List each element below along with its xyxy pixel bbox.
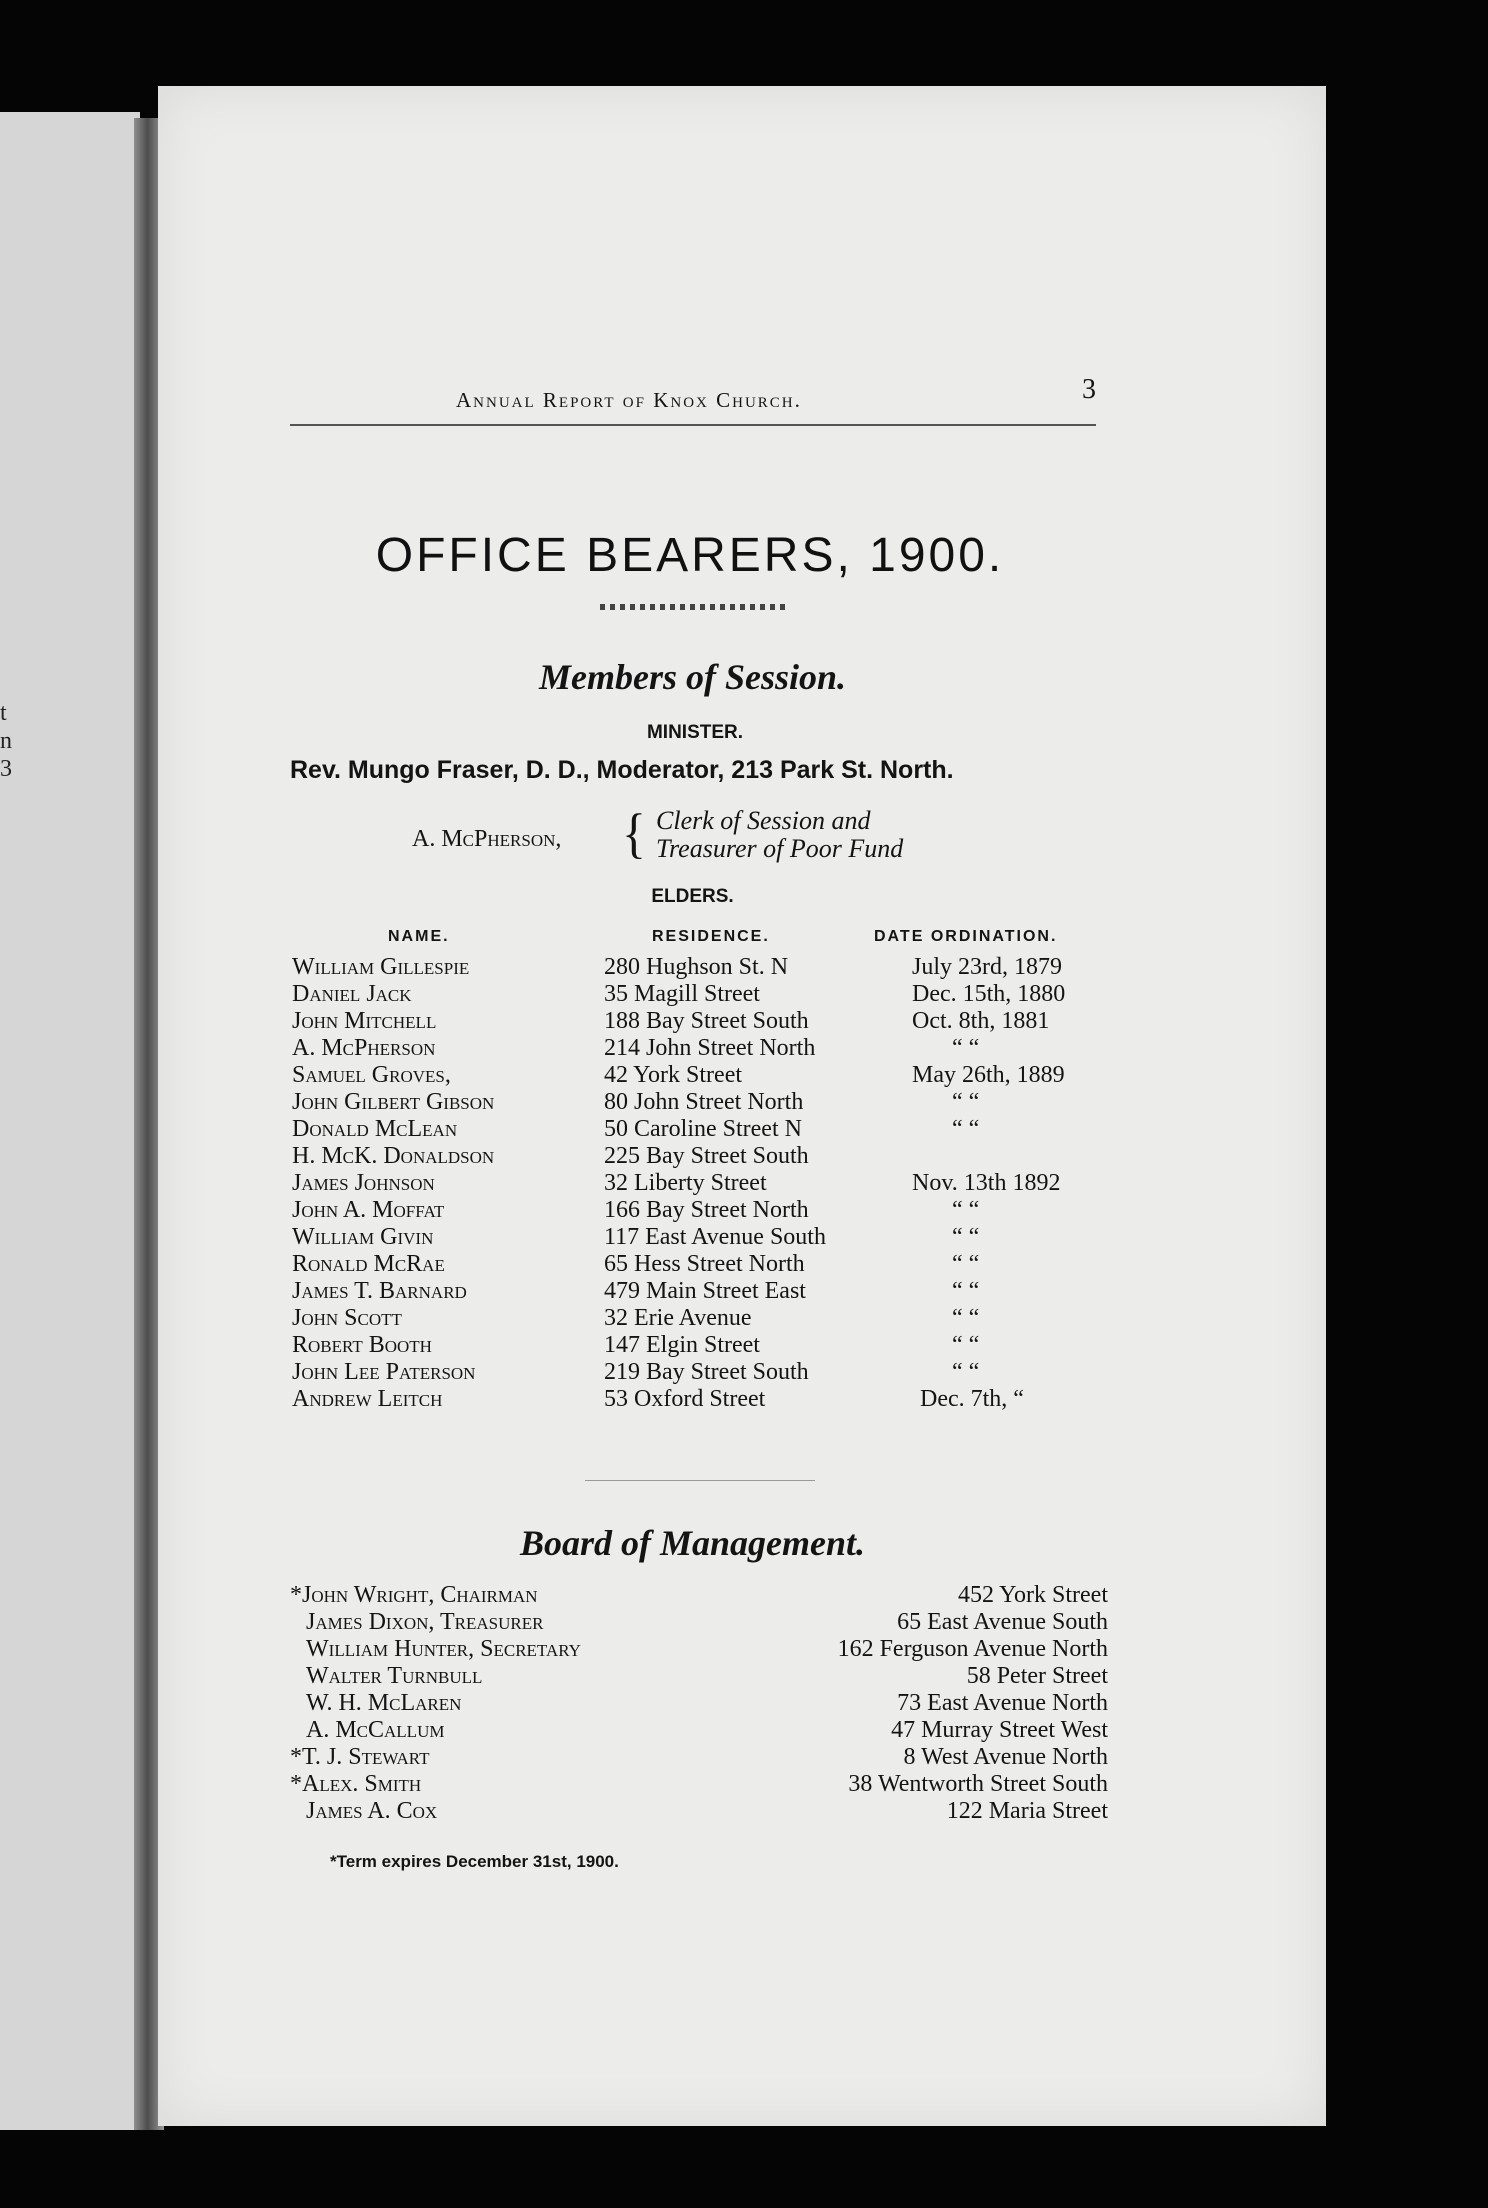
elder-ordination-date: “ “: [952, 1278, 980, 1304]
elder-name: Robert Booth: [292, 1332, 432, 1358]
elder-ordination-date: “ “: [952, 1197, 980, 1223]
elder-residence: 80 John Street North: [604, 1089, 804, 1115]
board-heading: Board of Management.: [519, 1523, 866, 1563]
board-member-address: 122 Maria Street: [946, 1798, 1108, 1824]
board-member-name: James A. Cox: [306, 1798, 438, 1824]
board-member-name: W. H. McLaren: [306, 1690, 462, 1716]
elder-ordination-date: “ “: [952, 1305, 980, 1331]
elder-ordination-date: “ “: [952, 1089, 980, 1115]
elder-ordination-date: “ “: [952, 1116, 980, 1142]
board-member-name: James Dixon, Treasurer: [306, 1609, 544, 1635]
elder-name: Donald McLean: [292, 1116, 458, 1142]
elder-residence: 117 East Avenue South: [604, 1224, 826, 1250]
column-header-date: DATE ORDINATION.: [874, 928, 1058, 945]
elder-residence: 280 Hughson St. N: [604, 954, 789, 980]
minister-label: MINISTER.: [646, 722, 744, 743]
left-page-fragment: n: [0, 728, 12, 754]
column-header-residence: RESIDENCE.: [652, 928, 770, 945]
running-head: Annual Report of Knox Church.: [456, 388, 802, 412]
elder-residence: 188 Bay Street South: [604, 1008, 809, 1034]
elder-ordination-date: “ “: [952, 1359, 980, 1385]
elder-residence: 147 Elgin Street: [604, 1332, 760, 1358]
elder-residence: 65 Hess Street North: [604, 1251, 805, 1277]
elder-residence: 32 Erie Avenue: [604, 1305, 752, 1331]
clerk-role-line-2: Treasurer of Poor Fund: [656, 834, 904, 863]
elder-ordination-date: “ “: [952, 1035, 980, 1061]
elder-ordination-date: July 23rd, 1879: [912, 954, 1062, 980]
board-member-name: A. McCallum: [306, 1717, 445, 1743]
board-member-name: William Hunter, Secretary: [306, 1636, 581, 1662]
elder-ordination-date: Nov. 13th 1892: [912, 1170, 1061, 1196]
board-member-name: *T. J. Stewart: [290, 1744, 430, 1770]
section-divider: [585, 1480, 815, 1481]
elder-name: H. McK. Donaldson: [292, 1143, 495, 1169]
session-heading: Members of Session.: [538, 657, 847, 697]
elder-name: Samuel Groves,: [292, 1062, 451, 1088]
elder-name: John Gilbert Gibson: [292, 1089, 495, 1115]
elder-name: William Givin: [292, 1224, 434, 1250]
elder-name: John A. Moffat: [292, 1197, 445, 1223]
left-page-fragment: 3: [0, 756, 12, 782]
board-member-address: 452 York Street: [957, 1582, 1108, 1608]
board-member-address: 8 West Avenue North: [903, 1744, 1108, 1770]
column-header-name: NAME.: [388, 928, 450, 945]
elder-residence: 32 Liberty Street: [604, 1170, 767, 1196]
elder-name: John Mitchell: [292, 1008, 437, 1034]
elder-residence: 214 John Street North: [604, 1035, 816, 1061]
elder-ordination-date: Dec. 15th, 1880: [912, 981, 1066, 1007]
elder-name: A. McPherson: [292, 1035, 436, 1061]
elder-residence: 53 Oxford Street: [604, 1386, 766, 1412]
board-member-address: 38 Wentworth Street South: [848, 1771, 1108, 1797]
elder-residence: 42 York Street: [604, 1062, 743, 1088]
elder-name: William Gillespie: [292, 954, 470, 980]
board-member-name: *Alex. Smith: [290, 1771, 422, 1797]
elder-name: John Scott: [292, 1305, 402, 1331]
elder-name: Daniel Jack: [292, 981, 412, 1007]
page-number: 3: [1082, 374, 1096, 405]
board-member-address: 65 East Avenue South: [897, 1609, 1108, 1635]
board-member-address: 47 Murray Street West: [891, 1717, 1108, 1743]
elder-name: Andrew Leitch: [292, 1386, 443, 1412]
elder-ordination-date: May 26th, 1889: [912, 1062, 1065, 1088]
elder-name: James T. Barnard: [292, 1278, 467, 1304]
header-rule: [290, 424, 1096, 426]
clerk-role-line-1: Clerk of Session and: [656, 806, 871, 835]
board-member-address: 73 East Avenue North: [897, 1690, 1108, 1716]
left-page-fragment: t: [0, 700, 7, 726]
elder-residence: 479 Main Street East: [604, 1278, 806, 1304]
elder-ordination-date: “ “: [952, 1332, 980, 1358]
board-member-address: 58 Peter Street: [966, 1663, 1108, 1689]
elder-residence: 35 Magill Street: [604, 981, 760, 1007]
brace-glyph: {: [622, 802, 646, 864]
elder-name: John Lee Paterson: [292, 1359, 476, 1385]
elder-name: James Johnson: [292, 1170, 435, 1196]
title-ornament: [600, 604, 786, 610]
page-title: OFFICE BEARERS, 1900.: [375, 529, 1005, 582]
elder-ordination-date: “ “: [952, 1224, 980, 1250]
elder-residence: 50 Caroline Street N: [604, 1116, 802, 1142]
elder-residence: 225 Bay Street South: [604, 1143, 809, 1169]
minister-line: Rev. Mungo Fraser, D. D., Moderator, 213 Park St. North.: [290, 756, 954, 784]
board-member-name: *John Wright, Chairman: [290, 1582, 538, 1608]
elder-name: Ronald McRae: [292, 1251, 445, 1277]
left-page-edge: [0, 112, 140, 2130]
elder-ordination-date: “ “: [952, 1251, 980, 1277]
clerk-name: A. McPherson,: [412, 826, 562, 852]
elder-residence: 166 Bay Street North: [604, 1197, 809, 1223]
elder-ordination-date: Oct. 8th, 1881: [912, 1008, 1050, 1034]
elder-ordination-date: Dec. 7th, “: [920, 1386, 1024, 1412]
term-footnote: *Term expires December 31st, 1900.: [330, 1852, 619, 1871]
elder-residence: 219 Bay Street South: [604, 1359, 809, 1385]
board-member-address: 162 Ferguson Avenue North: [837, 1636, 1108, 1662]
elders-label: ELDERS.: [651, 886, 734, 907]
board-member-name: Walter Turnbull: [306, 1663, 483, 1689]
